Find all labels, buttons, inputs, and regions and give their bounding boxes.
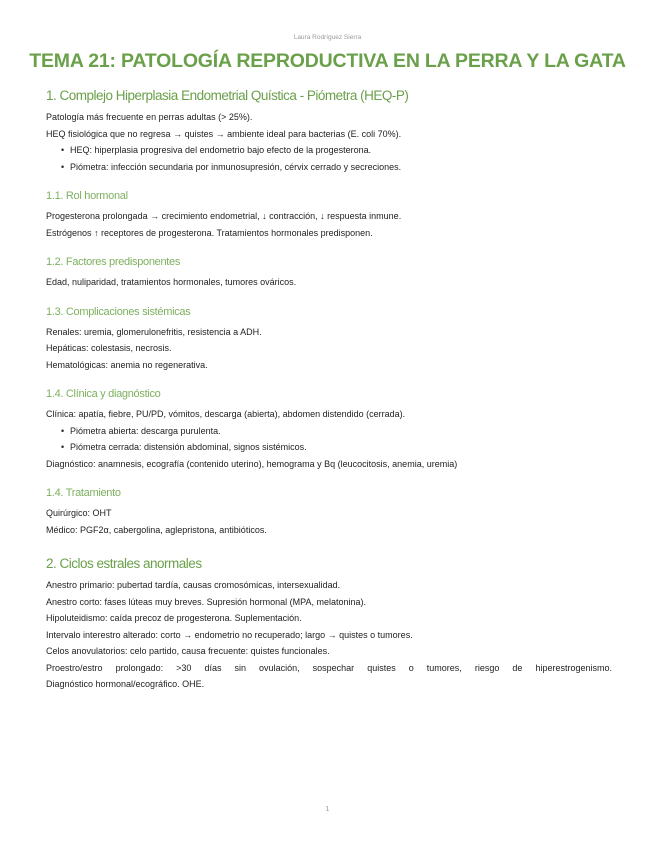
paragraph-line: Médico: PGF2α, cabergolina, aglepristona, antibióticos. xyxy=(46,524,267,535)
bullet-list xyxy=(46,423,612,456)
subsection-tratamiento-heading: 1.4. Tratamiento xyxy=(46,487,121,499)
bullet-item: • Piómetra cerrada: distensión abdominal, signos sistémicos. xyxy=(62,439,612,456)
document-title: TEMA 21: PATOLOGÍA REPRODUCTIVA EN LA PERRA Y LA GATA xyxy=(29,50,626,72)
paragraph-line: Hematológicas: anemia no regenerativa. xyxy=(46,359,208,370)
paragraph-line: Celos anovulatorios: celo partido, causa frecuente: quistes funcionales. xyxy=(46,646,330,656)
paragraph-line: Diagnóstico: anamnesis, ecografía (contenido uterino), hemograma y Bq (leucocitosis, anemia, uremia) xyxy=(46,458,458,469)
paragraph-line: Renales: uremia, glomerulonefritis, resistencia a ADH. xyxy=(46,326,262,337)
bullet-item: • HEQ: hiperplasia progresiva del endometrio bajo efecto de la progesterona. xyxy=(62,142,612,159)
bullet-list xyxy=(46,142,612,175)
paragraph-line: Edad, nuliparidad, tratamientos hormonales, tumores ováricos. xyxy=(46,277,297,287)
subsection-1-1-heading: 1.1. Rol hormonal xyxy=(46,190,128,202)
subsection-1-4-heading: 1.4. Clínica y diagnóstico xyxy=(46,388,161,400)
paragraph-line: Anestro primario: pubertad tardía, causas cromosómicas, intersexualidad. xyxy=(46,580,341,590)
paragraph-line: Patología más frecuente en perras adultas (> 25%). xyxy=(46,112,253,122)
page-number: 1 xyxy=(325,806,330,813)
paragraph-line: Quirúrgico: OHT xyxy=(46,508,112,518)
paragraph-line: Hipoluteidismo: caída precoz de progesterona. Suplementación. xyxy=(46,613,302,623)
paragraph-line: Clínica: apatía, fiebre, PU/PD, vómitos, descarga (abierta), abdomen distendido (cerrada). xyxy=(46,409,406,419)
document-body xyxy=(46,88,612,693)
paragraph-line-justified: Proestro/estro prolongado: >30 días sin ovulación, sospechar quistes o tumores, riesgo de hiperestrogenismo. xyxy=(46,662,612,673)
bullet-item: • Piómetra abierta: descarga purulenta. xyxy=(62,423,612,440)
subsection-1-2-heading: 1.2. Factores predisponentes xyxy=(46,256,181,268)
paragraph-line: Anestro corto: fases lúteas muy breves. Supresión hormonal (MPA, melatonina). xyxy=(46,596,366,607)
section-1-heading: 1. Complejo Hiperplasia Endometrial Quística - Piómetra (HEQ-P) xyxy=(46,88,409,103)
paragraph-line: Diagnóstico hormonal/ecográfico. OHE. xyxy=(46,679,205,689)
paragraph-line: Hepáticas: colestasis, necrosis. xyxy=(46,343,172,353)
bullet-item: • Piómetra: infección secundaria por inmunosupresión, cérvix cerrado y secreciones. xyxy=(62,159,612,176)
subsection-1-3-heading: 1.3. Complicaciones sistémicas xyxy=(46,305,191,318)
paragraph-line: HEQ fisiológica que no regresa → quistes → ambiente ideal para bacterias (E. coli 70%). xyxy=(46,128,402,139)
section-2-heading: 2. Ciclos estrales anormales xyxy=(46,556,202,571)
paragraph-line: Intervalo interestro alterado: corto → endometrio no recuperado; largo → quistes o tumores. xyxy=(46,629,413,640)
paragraph-line: Progesterona prolongada → crecimiento endometrial, ↓ contracción, ↓ respuesta inmune. xyxy=(46,211,402,221)
paragraph-line: Estrógenos ↑ receptores de progesterona. Tratamientos hormonales predisponen. xyxy=(46,227,373,238)
author-header: Laura Rodríguez Sierra xyxy=(293,34,362,41)
